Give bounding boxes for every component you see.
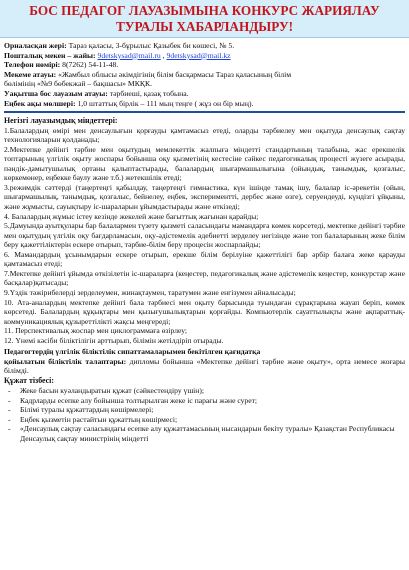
email-label: Пошталық мекен – жайы: xyxy=(4,50,96,60)
requirements-title-1: Педагогтердің үлгілік біліктілік сипаттамаларымен бекітілген қағидатқа xyxy=(4,347,261,357)
org-value-1: «Жамбыл облысы әкімдігінің білім басқармасы Тараз қаласының білім xyxy=(56,69,292,79)
duty-item: 10. Ата-аналардың мектепке дейінгі бала тәрбиесі мен оқыту барысында туындаған сұрақтарына жауап беріп, көмек көрсетеді. Балалардың құқықтары мен қызығушылықтарын қорғайды. Компьютерлік сауаттылықты және ақпараттық-коммуникациялық құзыреттілікті жақсы меңгереді; xyxy=(4,297,405,326)
document-item: - «Денсаулық сақтау саласындағы есепке алу құжаттамасының нысандарын бекіту туралы» Қазақстан Республикасы Денсаулық сақтау министрінің міндетті xyxy=(16,424,405,443)
requirements-line-2 xyxy=(4,357,405,376)
email-link-ru[interactable]: 9detskysad@mail.ru xyxy=(97,50,161,60)
page-title-line1: БОС ПЕДАГОГ ЛАУАЗЫМЫНА КОНКУРС ЖАРИЯЛАУ xyxy=(29,3,380,18)
location-row xyxy=(4,41,405,51)
email-row xyxy=(4,51,405,61)
duty-item: 7.Мектепке дейінгі ұйымда өткізілетін іс-шараларға (кеңестер, педагогикалық және әдістемелік кеңестер, конкурстар және басқалар)қатысады; xyxy=(4,268,405,288)
phone-row xyxy=(4,60,405,70)
duty-item: 12. Үнемі кәсіби біліктілігін арттырып, білімін жетілдіріп отырады. xyxy=(4,335,224,345)
page-title-line2: ТУРАЛЫ ХАБАРЛАНДЫРУ! xyxy=(115,19,294,34)
duties-title: Негізгі лауазымдық міндеттері: xyxy=(4,115,118,125)
duty-item: 5.Дамуында ауытқулары бар балалармен түзету қызметі саласындағы мамандарға көмек көрсетеді, мектепке дейінгі тәрбие мен оқытудың үлгілік оқу бағдарламасын, оқу-әдістемелік әдебиетті зерделеу негізінде және топ балаларының жеке білім беру қажеттіліктерін ескере отырып, тәрбие-білім беру процесін жоспарлайды; xyxy=(4,221,405,250)
org-row-2: бөлімінің «№9 бөбекжай – бақшасы» МКҚК. xyxy=(4,79,153,89)
contact-info xyxy=(4,41,405,108)
divider xyxy=(4,111,405,113)
salary-row xyxy=(4,99,405,109)
requirements-title-2: қойылатын біліктілік талаптары: xyxy=(4,356,127,366)
org-row xyxy=(4,70,405,80)
org-label: Мекеме атауы: xyxy=(4,69,57,79)
salary-label: Еңбек ақы мөлшері: xyxy=(4,98,76,108)
phone-label: Телефон нөмірі: xyxy=(4,60,61,70)
document-item: - Кадрларды есепке алу бойынша толтырылған жеке іс парағы және сурет; xyxy=(16,396,405,406)
duty-item: 9.Үздік тәжірибелерді зерделеумен, жинақтаумен, таратумен және енгізумен айналысады; xyxy=(4,287,296,297)
duties-list xyxy=(4,126,405,346)
document-item: - Білімі туралы құжаттардың көшірмелері; xyxy=(16,405,405,415)
document-item: - Еңбек қызметін растайтын құжаттың көшірмесі; xyxy=(16,415,405,425)
email-separator: , xyxy=(160,50,167,60)
salary-value: 1,0 штаттық бірлік – 111 мың теңге ( жұз он бір мың). xyxy=(75,98,254,108)
duty-item: 3.режимдік сәттерді (таңертеңгі қабылдау, таңертеңгі гимнастика, күн ішінде тамақ ішу, балалар іс-әрекетін (ойын, шығармашылық, танымдық, қозғалыс, бейнелеу, еңбек, экспериментті, дербес және өзге), серуендеуді, күндізгі ұйқыны, және жұмысты, сауықтыру іс-шараларын ұйымдастырады және өткізеді; xyxy=(4,182,405,212)
title-banner xyxy=(0,0,409,38)
requirements-text: дипломы бойынша «Мектепке дейінгі тәрбие және оқыту», орта немесе жоғары білімді. xyxy=(4,356,405,376)
location-value: Тараз қаласы, 3-бұрылыс Қазыбек би көшесі, № 5. xyxy=(66,41,235,50)
position-row xyxy=(4,89,405,99)
duty-item: 2.Мектепке дейінгі тәрбие мен оқытудың мемлекеттік жалпыға міндетті стандартының талабына, жас ерекшелік топтарының үлгілік оқыту жоспары бойынша оқу қызметінің кестесіне сәйкес педагогикалық процесті жүзеге асырады, пәндік-дамытушылық ортаны қалыптастырады, балалардың шығармашылығына (ойындық, танымдық, қозғалыс, көркемөнер, еңбекке баулу және т.б.) жетекшілік етеді; xyxy=(4,144,405,183)
duty-item: 6. Мамандардың ұсынымдарын ескере отырып, ерекше білім берілуіне қажеттілігі бар әрбір балаға жеке қарауды қамтамасыз етеді; xyxy=(4,249,405,269)
location-label: Орналасқан жері: xyxy=(4,41,67,50)
position-value: тәрбиеші, қазақ тобына. xyxy=(107,88,189,98)
duty-item: 11. Перспективалық жоспар мен циклограммаға өзірлеу; xyxy=(4,326,187,336)
position-label: Уақытша бос лауазым атауы: xyxy=(4,88,108,98)
documents-list xyxy=(4,386,405,444)
documents-title: Құжат тізбесі: xyxy=(4,376,54,386)
document-item: - Жеке басын куәландыратын құжат (сәйкестендіру үшін); xyxy=(16,386,405,396)
requirements xyxy=(4,347,405,376)
phone-value: 8(7262) 54-11-48. xyxy=(60,60,119,70)
email-link-kz[interactable]: 9detskysad@mail.kz xyxy=(166,50,231,60)
duty-item: 4. Балалардың жұмыс істеу кезінде жекелей және бағыттық жағынан қарайды; xyxy=(4,211,259,221)
duty-item: 1.Балалардың өмірі мен денсаулығын қорғауды қамтамасыз етеді, оларды тәрбиелеу мен оқытуда денсаулық сақтау технологияларын қолданады; xyxy=(4,125,405,145)
